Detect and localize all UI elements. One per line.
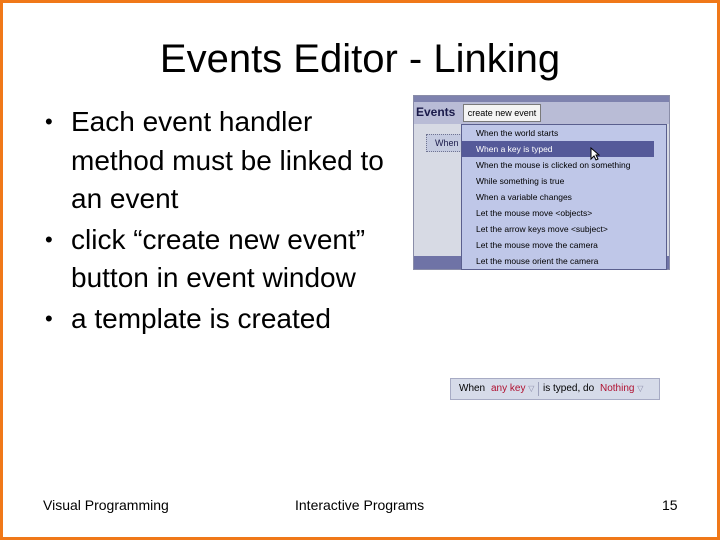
menu-item-mouse-clicked[interactable]: When the mouse is clicked on something [476, 160, 631, 170]
footer-center: Interactive Programs [295, 497, 425, 513]
bullet-dot: • [45, 226, 53, 252]
any-key-label: any key [491, 383, 526, 394]
nothing-label: Nothing [600, 383, 635, 394]
events-tab[interactable]: Events [416, 105, 456, 119]
dropdown-arrow-icon: ▽ [528, 384, 535, 393]
template-when-label: When [459, 383, 486, 394]
event-when-block[interactable]: When [426, 134, 470, 152]
bullet-dot: • [45, 109, 53, 134]
bullet-item [39, 300, 399, 339]
bullet-text: click “create new event” button in event window [71, 223, 366, 293]
template-is-typed-label: is typed, do [543, 383, 595, 394]
dropdown-arrow-icon: ▽ [637, 384, 644, 393]
menu-item-while-true[interactable]: While something is true [476, 176, 565, 186]
menu-item-mouse-move-camera[interactable]: Let the mouse move the camera [476, 240, 598, 250]
divider [538, 382, 539, 396]
bullet-item [39, 103, 399, 219]
menu-item-variable-changes[interactable]: When a variable changes [476, 192, 572, 202]
mouse-cursor-icon [590, 147, 600, 163]
page-number: 15 [662, 497, 678, 513]
create-new-event-button[interactable]: create new event [463, 104, 541, 122]
event-type-menu [461, 124, 667, 270]
menu-item-mouse-orient-camera[interactable]: Let the mouse orient the camera [476, 256, 599, 266]
menu-item-mouse-move-objects[interactable]: Let the mouse move <objects> [476, 208, 593, 218]
bullet-item [39, 221, 399, 298]
event-template [450, 378, 660, 400]
any-key-dropdown[interactable] [491, 379, 534, 399]
bullet-text: Each event handler method must be linked to an event [71, 106, 384, 214]
bullet-dot: • [45, 305, 53, 331]
menu-item-key-typed[interactable]: When a key is typed [462, 141, 654, 157]
nothing-dropdown[interactable] [600, 379, 643, 399]
bullet-text: a template is created [71, 302, 331, 334]
bullet-list [39, 103, 399, 340]
footer-left: Visual Programming [43, 497, 169, 513]
menu-item-world-starts[interactable]: When the world starts [476, 128, 559, 138]
slide-title: Events Editor - Linking [159, 37, 561, 81]
menu-item-arrow-keys-move[interactable]: Let the arrow keys move <subject> [476, 224, 608, 234]
